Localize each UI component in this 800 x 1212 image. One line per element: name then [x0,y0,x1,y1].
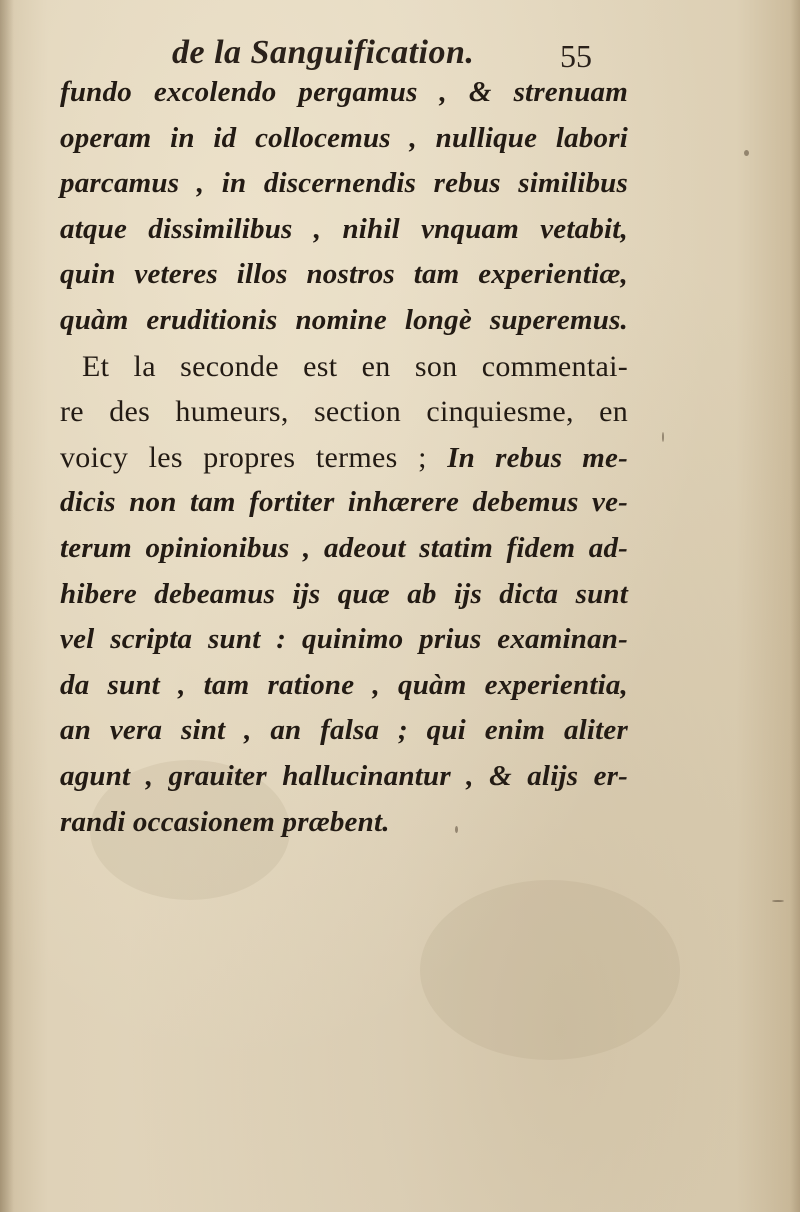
text-line: parcamus , in discernendis rebus similibus [60,167,628,200]
text-line: an vera sint , an falsa ; qui enim aliter [60,714,628,747]
text-line: vel scripta sunt : quinimo prius examinan- [60,623,628,656]
text-line-last: randi occasionem præbent. [60,805,390,838]
text-line: quin veteres illos nostros tam experientiæ, [60,258,628,291]
text-line: hibere debeamus ijs quæ ab ijs dicta sunt [60,577,628,610]
text-line: operam in id collocemus , nullique labori [60,121,628,154]
text-italic-part: In rebus me- [447,441,628,474]
text-line: da sunt , tam ratione , quàm experientia, [60,668,628,701]
paper-stain [420,880,680,1060]
text-line: dicis non tam fortiter inhærere debemus ve- [60,486,628,519]
gutter-shadow [0,0,14,1212]
running-head: de la Sanguification. [172,34,475,71]
text-line: re des humeurs, section cinquiesme, en [60,395,628,429]
text-line: atque dissimilibus , nihil vnquam vetabit, [60,212,628,245]
page-number: 55 [560,38,592,74]
text-line: terum opinionibus , adeout statim fidem ad- [60,531,628,564]
text-line: fundo excolendo pergamus , & strenuam [60,76,628,108]
paper-speck [744,150,749,156]
text-line: quàm eruditionis nomine longè superemus. [60,303,628,336]
text-line: agunt , grauiter hallucinantur , & alijs er- [60,759,628,792]
paper-speck [662,432,664,442]
text-line-mixed [60,435,628,481]
body-text [60,70,628,845]
text-line: Et la seconde est en son commentai- [82,349,628,383]
text-roman-part: voicy les propres termes ; [60,440,448,474]
page-edge-shadow [790,0,800,1212]
paper-speck [772,900,784,902]
